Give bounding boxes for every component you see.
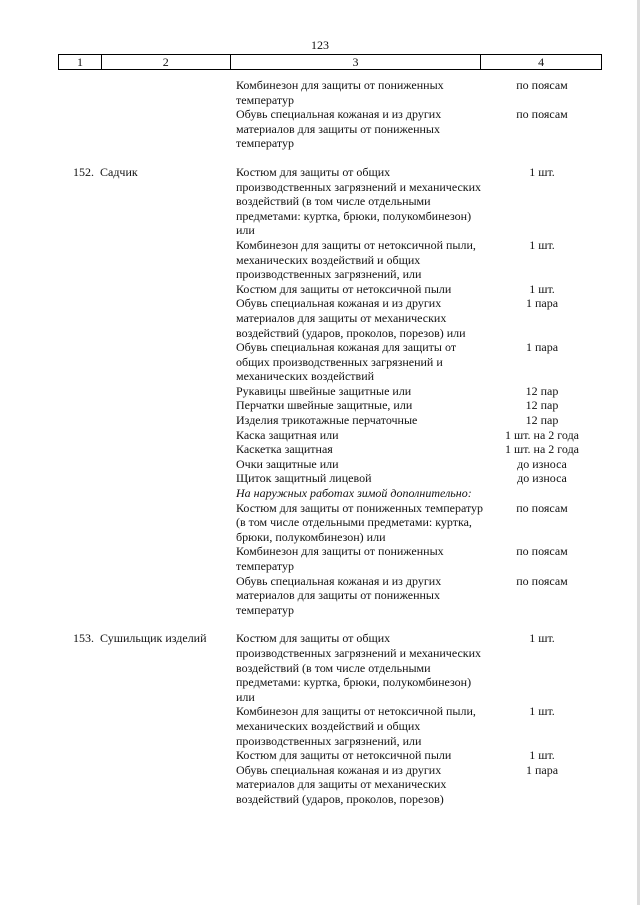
protective-item: Рукавицы швейные защитные или	[236, 383, 412, 398]
table-row	[58, 442, 600, 457]
table-row	[58, 501, 600, 545]
issue-norm: 1 пара	[525, 340, 559, 355]
issue-norm: 1 пара	[525, 762, 559, 777]
protective-item: Костюм для защиты от нетоксичной пыли	[236, 281, 452, 296]
protective-item: Костюм для защиты от пониженных температур (в том числе отдельными предметами: куртка, брюки, полукомбинезон) или	[236, 500, 484, 544]
table-row	[58, 384, 600, 399]
protective-item: Комбинезон для защиты от пониженных температур	[236, 78, 444, 107]
protective-item: Каскетка защитная	[236, 442, 333, 457]
table-row	[58, 471, 600, 486]
issue-norm: до износа	[517, 471, 567, 486]
issue-norm: 1 шт. на 2 года	[504, 427, 580, 442]
protective-item: Комбинезон для защиты от нетоксичной пыли, механических воздействий и общих производственных загрязнений, или	[236, 237, 476, 282]
table-row	[58, 544, 600, 573]
table-body	[58, 78, 600, 807]
protective-item: Каска защитная или	[236, 427, 339, 442]
protective-item: Обувь специальная кожаная и из других материалов для защиты от механических воздействий (ударов, проколов, порезов)	[236, 762, 447, 806]
issue-norm: 1 шт.	[529, 748, 555, 763]
header-col-2: 2	[101, 55, 230, 69]
table-row	[58, 704, 600, 748]
table-row	[58, 748, 600, 763]
protective-item: Обувь специальная кожаная для защиты от общих производственных загрязнений и механических воздействий	[236, 340, 457, 384]
table-row	[58, 763, 600, 807]
table-row	[58, 457, 600, 472]
issue-norm: 1 шт. на 2 года	[504, 442, 580, 457]
table-row	[58, 340, 600, 384]
protective-item: Обувь специальная кожаная и из других материалов для защиты от механических воздействий (ударов, проколов, порезов) или	[236, 296, 466, 340]
job-title: Сушильщик изделий	[100, 631, 207, 646]
issue-norm: 1 шт.	[529, 704, 555, 719]
issue-norm: по поясам	[516, 78, 568, 92]
table-row	[58, 296, 600, 340]
protective-item: Костюм для защиты от нетоксичной пыли	[236, 748, 452, 763]
header-col-1: 1	[76, 55, 83, 69]
issue-norm: до износа	[517, 456, 567, 471]
protective-item: На наружных работах зимой дополнительно:	[236, 486, 472, 501]
issue-norm: по поясам	[516, 107, 568, 122]
table-row	[58, 428, 600, 443]
row-gap	[58, 617, 600, 631]
table-row	[58, 165, 600, 238]
protective-item: Костюм для защиты от общих производственных загрязнений и механических воздействий (в том числе отдельными предметами: куртка, брюки, полукомбинезон) или	[236, 164, 482, 238]
issue-norm: по поясам	[516, 544, 568, 559]
issue-norm: 1 шт.	[529, 164, 555, 179]
table-row	[58, 107, 600, 151]
row-number: 152.	[73, 164, 94, 179]
protective-item: Очки защитные или	[236, 456, 339, 471]
protective-item: Обувь специальная кожаная и из других материалов для защиты от пониженных температур	[236, 107, 442, 151]
issue-norm: 1 пара	[525, 296, 559, 311]
protective-item: Изделия трикотажные перчаточные	[236, 413, 418, 428]
issue-norm: по поясам	[516, 500, 568, 515]
table-row	[58, 486, 600, 501]
table-row	[58, 574, 600, 618]
protective-item: Обувь специальная кожаная и из других материалов для защиты от пониженных температур	[236, 573, 442, 617]
issue-norm: 1 шт.	[529, 237, 555, 252]
protective-item: Комбинезон для защиты от нетоксичной пыли, механических воздействий и общих производственных загрязнений, или	[236, 704, 476, 748]
table-row	[58, 413, 600, 428]
table-row	[58, 238, 600, 282]
table-row	[58, 631, 600, 704]
protective-item: Комбинезон для защиты от пониженных температур	[236, 544, 444, 573]
issue-norm: 12 пар	[525, 398, 559, 413]
issue-norm: 12 пар	[525, 413, 559, 428]
header-col-4: 4	[480, 55, 601, 69]
header-col-3: 3	[230, 55, 481, 69]
issue-norm: 1 шт.	[529, 631, 555, 646]
table-row	[58, 282, 600, 297]
table-row	[58, 78, 600, 107]
issue-norm: 12 пар	[525, 383, 559, 398]
table-header	[58, 54, 602, 70]
row-number: 153.	[73, 631, 94, 646]
table-row	[58, 398, 600, 413]
protective-item: Перчатки швейные защитные, или	[236, 398, 413, 413]
page-number: 123	[311, 38, 329, 52]
issue-norm: по поясам	[516, 573, 568, 588]
protective-item: Костюм для защиты от общих производственных загрязнений и механических воздействий (в том числе отдельными предметами: куртка, брюки, полукомбинезон) или	[236, 631, 482, 704]
protective-item: Щиток защитный лицевой	[236, 471, 372, 486]
row-gap	[58, 151, 600, 165]
job-title: Садчик	[100, 164, 138, 179]
issue-norm: 1 шт.	[529, 281, 555, 296]
